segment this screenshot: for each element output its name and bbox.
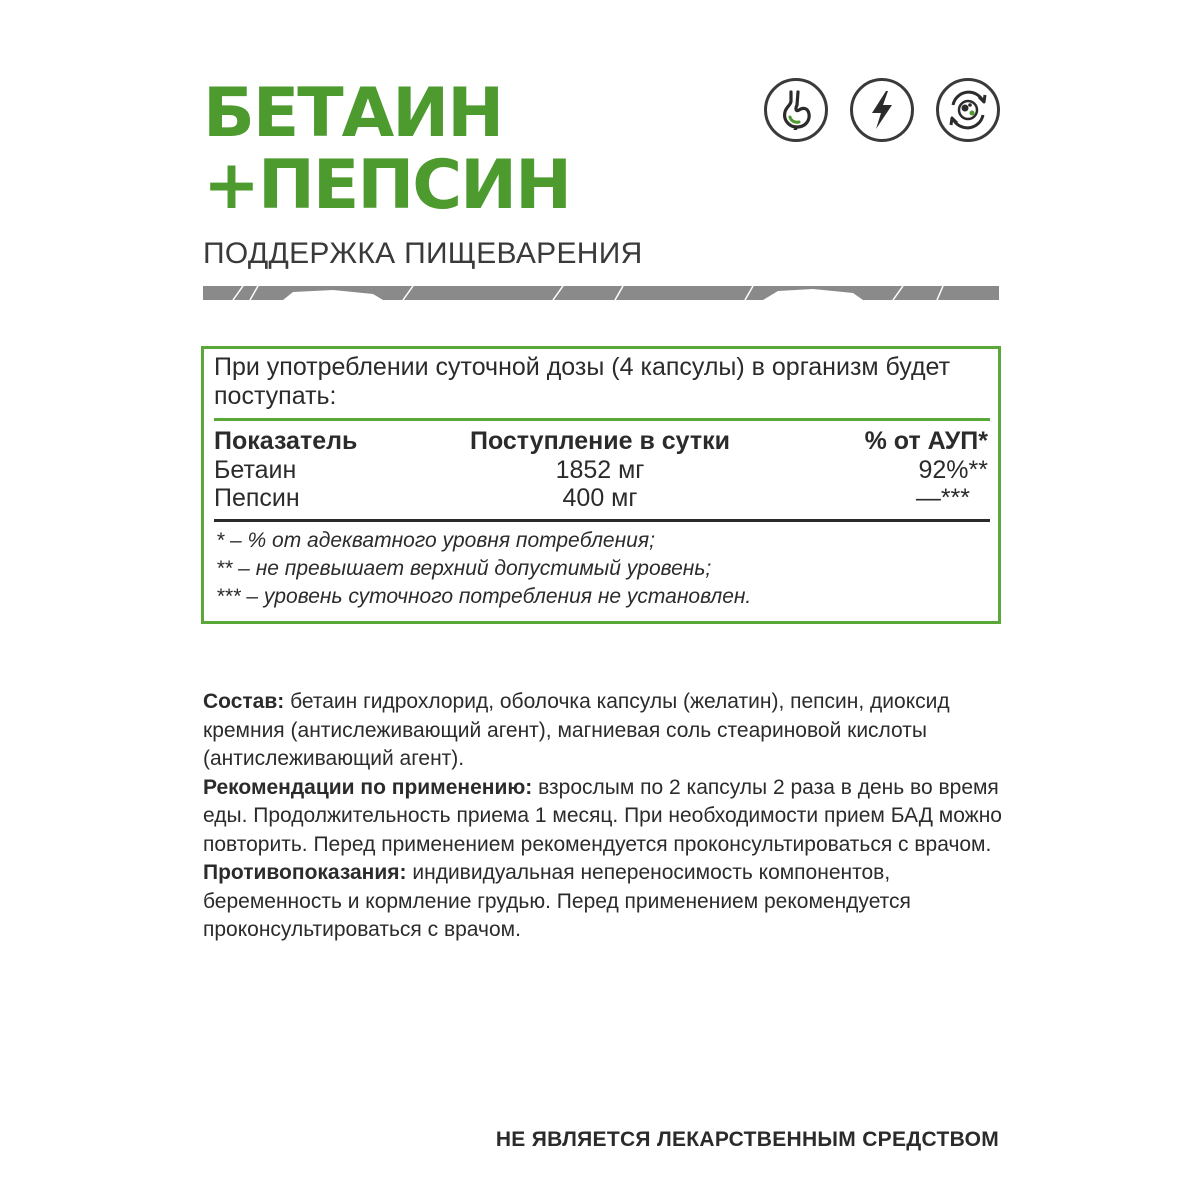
metabolism-cycle-icon [936,78,1000,142]
nutrition-panel [201,346,1001,624]
row-pepsin-name: Пепсин [214,484,300,512]
row-pepsin-amount: 400 мг [562,484,638,512]
composition-label: Состав: [203,690,285,713]
row-pepsin-percent: —*** [915,484,970,512]
contraindications-paragraph [203,859,1003,945]
stomach-icon [764,78,828,142]
nutrition-intro: При употреблении суточной дозы (4 капсулы) в организм будет поступать: [214,353,951,410]
composition-paragraph [203,688,1003,774]
product-description [203,688,1003,945]
header-indicator: Показатель [214,427,358,455]
product-title-line1: БЕТАИН [203,74,503,153]
usage-text: взрослым по 2 капсулы 2 раза в день во время еды. Продолжительность приема 1 месяц. При необходимости прием БАД можно повторить. Перед применением рекомендуется проконсультироваться с врачом. [203,775,1002,856]
lightning-icon [850,78,914,142]
header-daily: Поступление в сутки [469,427,730,455]
usage-paragraph [203,774,1003,860]
contraindications-label: Противопоказания: [203,861,407,884]
product-title [203,74,570,225]
footnote-1: * – % от адекватного уровня потребления; [216,529,655,552]
contraindications-text: индивидуальная непереносимость компонентов, беременность и кормление грудью. Перед применением рекомендуется проконсультироваться с врачом. [203,861,911,941]
composition-text: бетаин гидрохлорид, оболочка капсулы (желатин), пепсин, диоксид кремния (антислеживающий агент), магниевая соль стеариновой кислоты (антислеживающий агент). [203,690,950,770]
usage-label: Рекомендации по применению: [203,775,533,799]
disclaimer: НЕ ЯВЛЯЕТСЯ ЛЕКАРСТВЕННЫМ СРЕДСТВОМ [495,1128,999,1151]
feature-icons [764,78,1000,142]
header-percent: % от АУП* [864,427,988,455]
divider-dark [214,519,990,522]
product-subtitle: ПОДДЕРЖКА ПИЩЕВАРЕНИЯ [203,237,643,270]
decorative-band [203,286,999,300]
product-title-line2: +ПЕПСИН [203,146,570,225]
row-betaine-percent: 92%** [918,456,988,484]
row-betaine-name: Бетаин [214,456,297,484]
footnote-2: ** – не превышает верхний допустимый уровень; [216,557,712,580]
footnote-3: *** – уровень суточного потребления не установлен. [216,585,752,608]
row-betaine-amount: 1852 мг [555,456,645,484]
divider-green [214,418,990,421]
